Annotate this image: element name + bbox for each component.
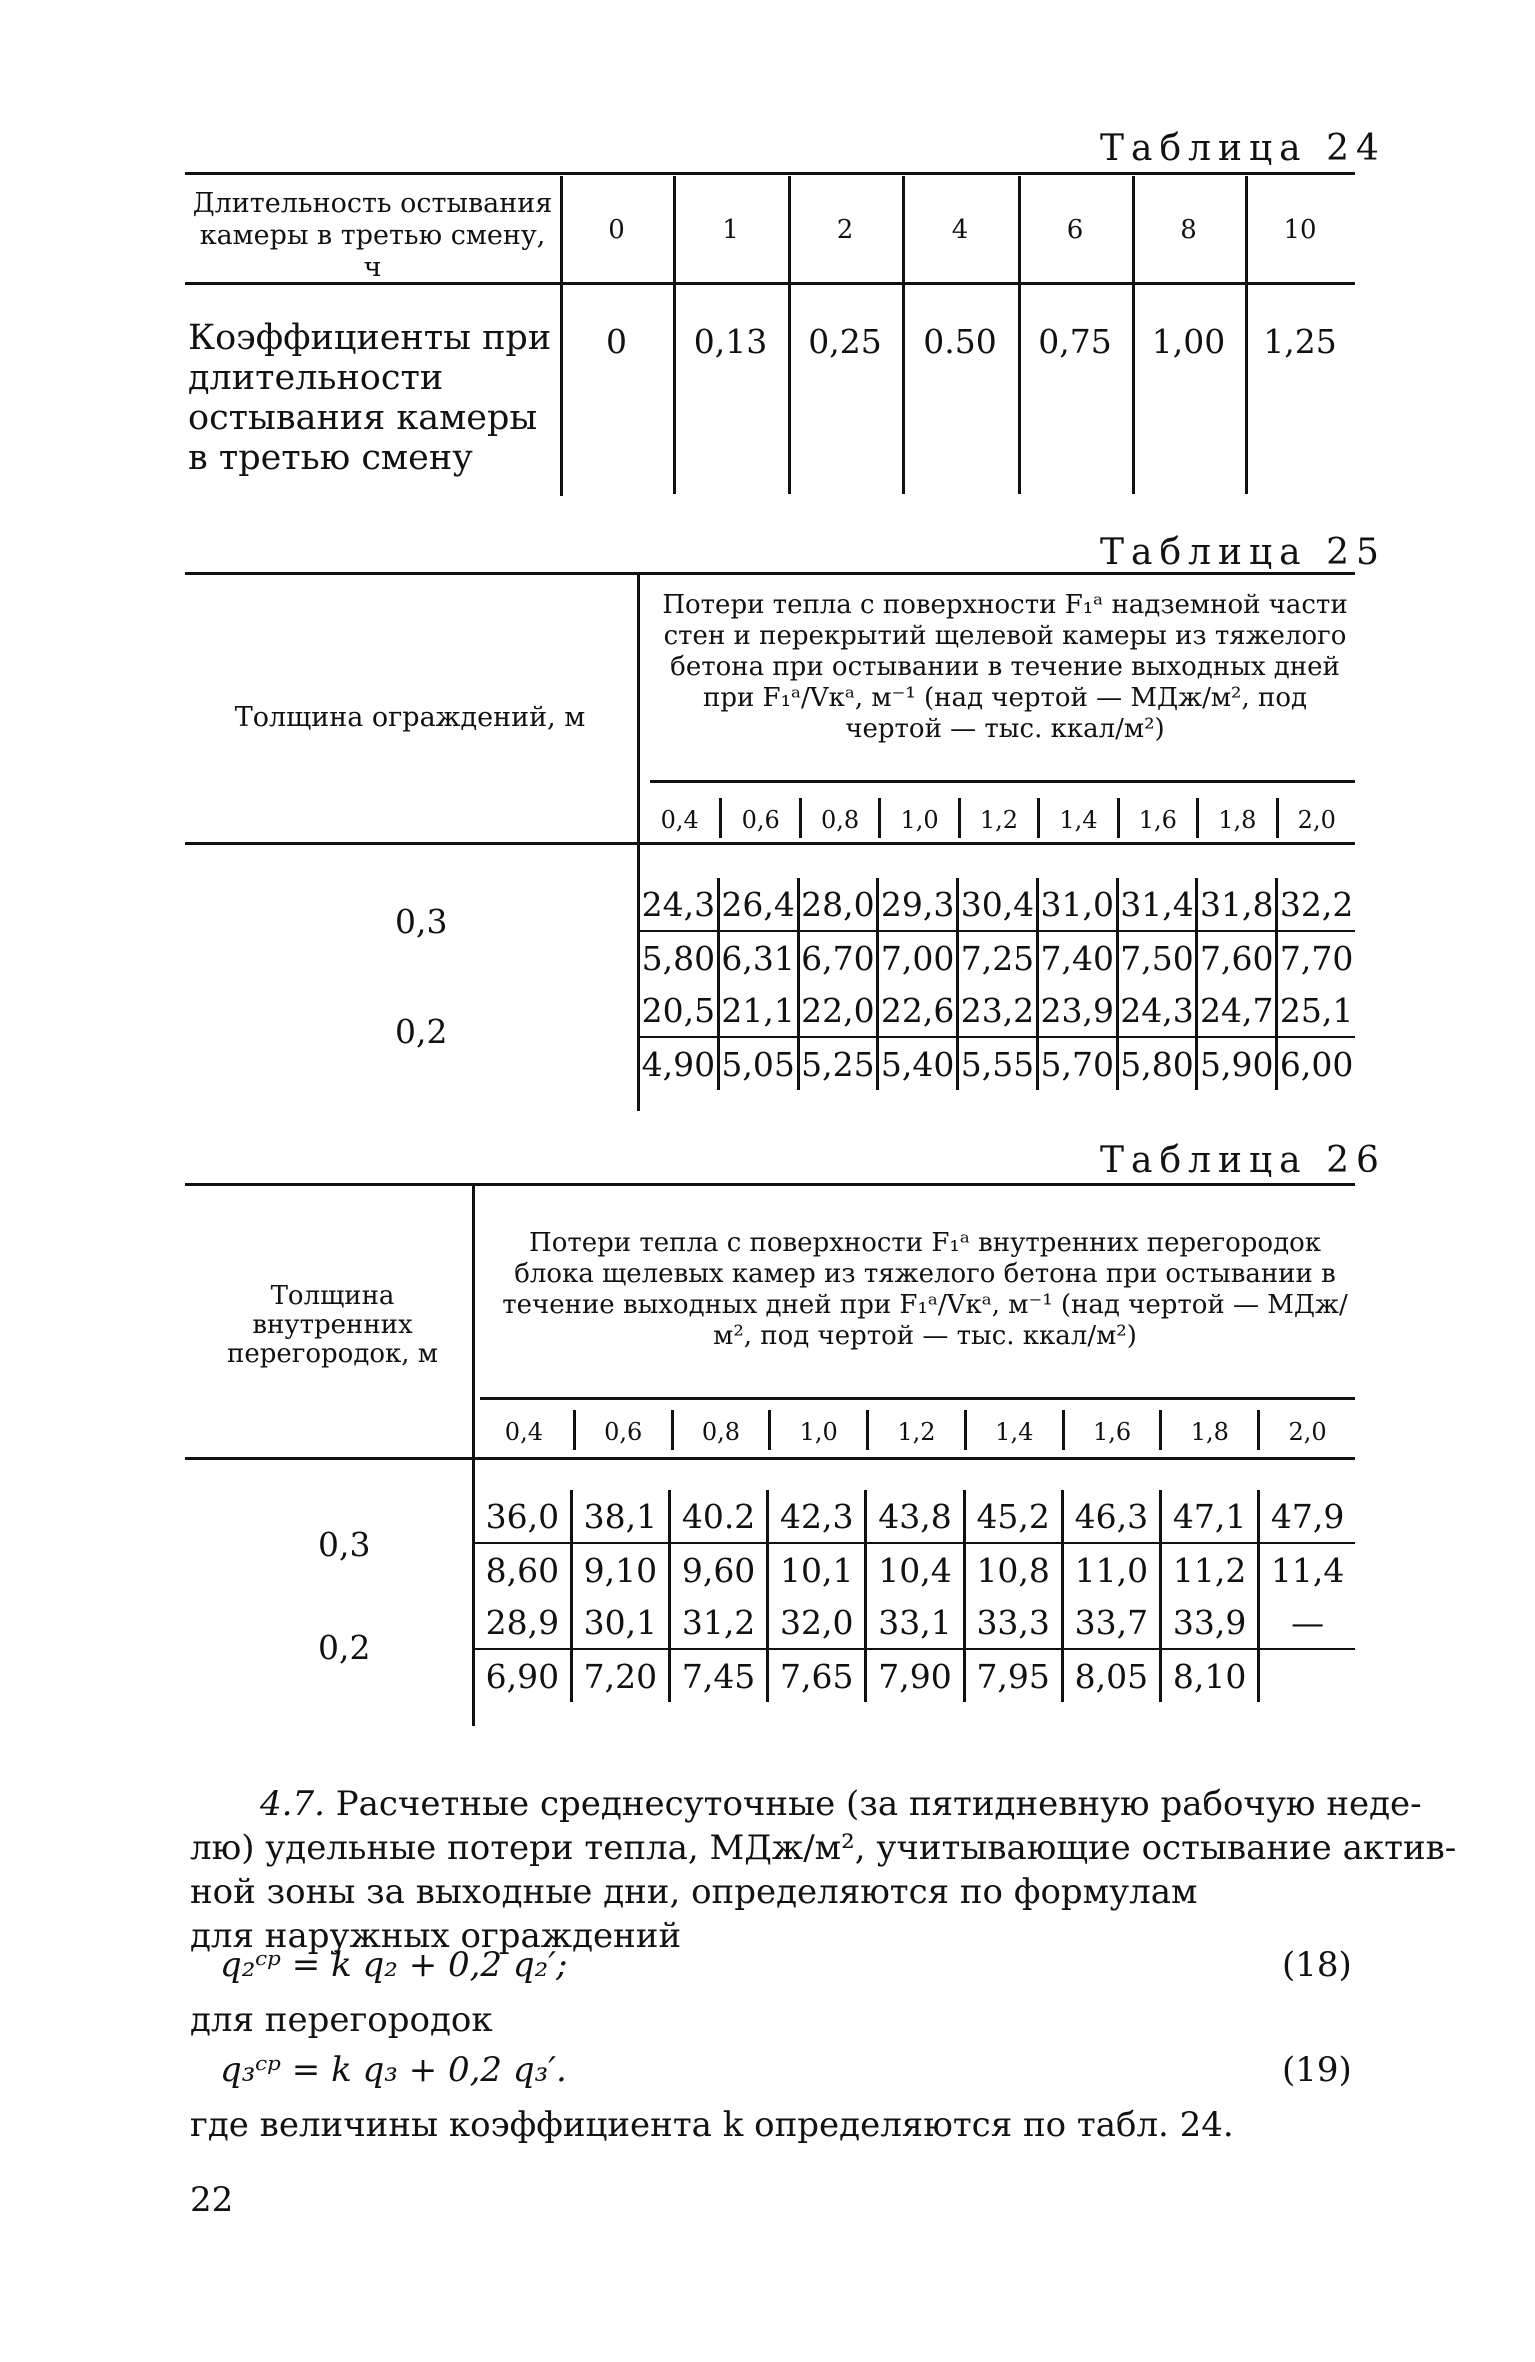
table24-duration-cell: 2	[836, 215, 854, 245]
table25-column-header: 1,2	[958, 798, 1037, 838]
table25-thickness-0-2: 0,2	[395, 1012, 448, 1051]
table26-column-header: 1,4	[964, 1410, 1062, 1450]
table26-value-cell: 8,05	[1062, 1649, 1160, 1702]
table25-thickness-0-3: 0,3	[395, 902, 448, 941]
paragraph-number: 4.7.	[260, 1784, 325, 1824]
table25-value-cell: 24,7	[1197, 984, 1277, 1037]
table25-body-rule	[185, 842, 1355, 845]
table26-value-cell: 32,0	[768, 1596, 866, 1649]
table26-column-header: 1,8	[1159, 1410, 1257, 1450]
formula-19: q₃ᶜᵖ = k q₃ + 0,2 q₃′.	[220, 2050, 567, 2090]
table25-value-cell: 29,3	[878, 878, 958, 931]
table25-value-cell: 31,4	[1117, 878, 1197, 931]
table25-value-cell: 7,40	[1037, 931, 1117, 984]
table26-header-rule	[480, 1397, 1355, 1400]
table26-value-cell: 40.2	[669, 1490, 767, 1543]
table26-value-cell: 36,0	[475, 1490, 571, 1543]
table26-value-cell: 9,60	[669, 1543, 767, 1596]
table25-column-header: 1,0	[878, 798, 957, 838]
table26-value-cell: 6,90	[485, 1656, 560, 1696]
table25-value-cell: 22,6	[878, 984, 958, 1037]
table25-mj-row	[640, 878, 1355, 931]
table24-vertical-rule	[902, 176, 905, 494]
table25-value-cell: 7,50	[1117, 931, 1197, 984]
table25-value-cell: 22,0	[798, 984, 878, 1037]
paragraph-line-2: лю) удельные потери тепла, МДж/м², учитывающие остывание актив-	[190, 1828, 1457, 1868]
table25-column-header: 0,8	[799, 798, 878, 838]
table26-top-rule	[185, 1183, 1355, 1186]
table25-value-cell: 25,1	[1277, 984, 1355, 1037]
page-number: 22	[190, 2180, 234, 2220]
table26-value-cell: 10,4	[866, 1543, 964, 1596]
table26-value-cell: 33,9	[1160, 1596, 1258, 1649]
table26-value-cell: 33,3	[964, 1596, 1062, 1649]
table25-value-cell: 20,5	[640, 984, 718, 1037]
table24-vertical-rule	[1245, 176, 1248, 494]
table26-thickness-0-2: 0,2	[318, 1628, 371, 1667]
table24-duration-cell: 10	[1283, 215, 1317, 245]
table24-mid-rule	[185, 282, 1355, 285]
table26-value-cell: 38,1	[571, 1490, 669, 1543]
table26-value-cell: 30,1	[571, 1596, 669, 1649]
table25-column-header: 0,6	[719, 798, 798, 838]
table26-value-cell: 8,10	[1160, 1649, 1258, 1702]
table26-caption: Таблица 26	[1100, 1140, 1386, 1181]
table25-value-cell: 6,70	[798, 931, 878, 984]
table26-mj-row	[475, 1596, 1355, 1649]
paragraph-line-3: ной зоны за выходные дни, определяются по формулам	[190, 1872, 1198, 1912]
equation-number-18: (18)	[1282, 1945, 1352, 1985]
table26-value-cell: 33,1	[866, 1596, 964, 1649]
table26-value-cell	[1259, 1649, 1355, 1702]
table26-column-header: 1,6	[1062, 1410, 1160, 1450]
table25-group-header: Потери тепла с поверхности F₁ᵃ надземной части стен и перекрытий щелевой камеры из тяжелого бетона при остывании в течение выходных дней при F₁ᵃ/Vкᵃ, м⁻¹ (над чертой — МДж/м², под чертой — тыс. ккал/м²)	[662, 590, 1348, 744]
table26-column-header: 1,0	[768, 1410, 866, 1450]
table26-value-cell: 47,9	[1259, 1490, 1355, 1543]
table25-column-header: 0,4	[660, 806, 699, 834]
table25-column-header: 1,6	[1117, 798, 1196, 838]
table24-duration-cell: 8	[1180, 215, 1197, 245]
table26-value-cell: 7,65	[768, 1649, 866, 1702]
table26-body	[475, 1490, 1355, 1702]
table25-value-cell: 5,55	[958, 1037, 1038, 1090]
table26-value-cell: 31,2	[669, 1596, 767, 1649]
table25-value-cell: 26,4	[718, 878, 798, 931]
table26-value-cell: 7,95	[964, 1649, 1062, 1702]
table26-value-cell: 42,3	[768, 1490, 866, 1543]
table25-kcal-row	[640, 1037, 1355, 1090]
table26-body-rule	[185, 1457, 1355, 1460]
table26-value-cell: 46,3	[1062, 1490, 1160, 1543]
table24-vertical-rule	[788, 176, 791, 494]
paragraph-line-1: Расчетные среднесуточные (за пятидневную рабочую неде-	[335, 1784, 1422, 1824]
table25-value-cell: 5,90	[1197, 1037, 1277, 1090]
table25-column-header: 2,0	[1276, 798, 1355, 838]
table25-column-header: 1,8	[1196, 798, 1275, 838]
table24-coefficient-cell: 0.50	[923, 322, 997, 361]
table26-value-cell: —	[1259, 1596, 1355, 1649]
table26-column-header: 0,4	[504, 1418, 543, 1446]
table24-vertical-rule	[1018, 176, 1021, 494]
table25-value-cell: 21,1	[718, 984, 798, 1037]
table24-vertical-rule	[1132, 176, 1135, 494]
paragraph-4-7	[190, 1782, 1457, 1958]
table24-caption: Таблица 24	[1100, 128, 1386, 169]
table25-caption: Таблица 25	[1100, 532, 1386, 573]
table25-value-cell: 28,0	[798, 878, 878, 931]
table24-coefficient-cell: 0	[606, 322, 627, 361]
table26-value-cell: 11,0	[1062, 1543, 1160, 1596]
table26-value-cell: 43,8	[866, 1490, 964, 1543]
table25-kcal-row	[640, 931, 1355, 984]
table25-value-cell: 23,2	[958, 984, 1038, 1037]
table26-value-cell: 11,4	[1259, 1543, 1355, 1596]
table24-coefficient-cell: 0,75	[1038, 322, 1112, 361]
table25-value-cell: 7,70	[1277, 931, 1355, 984]
table25-value-cell: 6,31	[718, 931, 798, 984]
table24-top-rule	[185, 172, 1355, 175]
table24-coefficient-cell: 1,00	[1151, 322, 1226, 361]
table26-value-cell: 9,10	[571, 1543, 669, 1596]
where-line: где величины коэффициента k определяются по табл. 24.	[190, 2105, 1234, 2145]
table25-mj-row	[640, 984, 1355, 1037]
table25-value-cell: 32,2	[1277, 878, 1355, 931]
table26-value-cell: 7,45	[669, 1649, 767, 1702]
table25-top-rule	[185, 572, 1355, 575]
table25-value-cell: 5,25	[798, 1037, 878, 1090]
table24-duration-cell: 1	[722, 215, 739, 245]
table25-value-cell: 7,25	[958, 931, 1038, 984]
table24-vertical-rule	[560, 176, 563, 496]
table24-row2-header: Коэффициенты при длительности остывания камеры в третью смену	[188, 318, 552, 478]
table26-value-cell: 11,2	[1160, 1543, 1258, 1596]
table26-column-header: 1,2	[866, 1410, 964, 1450]
table26-kcal-row	[475, 1543, 1355, 1596]
table25-body	[640, 878, 1355, 1090]
table25-value-cell: 24,3	[640, 878, 718, 931]
table25-value-cell: 7,00	[878, 931, 958, 984]
table24-duration-cell: 4	[951, 215, 969, 245]
table26-value-cell: 7,90	[866, 1649, 964, 1702]
table25-stub-header: Толщина ограждений, м	[234, 702, 586, 733]
formula-18: q₂ᶜᵖ = k q₂ + 0,2 q₂′;	[220, 1945, 568, 1985]
table26-value-cell: 47,1	[1160, 1490, 1258, 1543]
paragraph-line-4: для наружных ограждений	[190, 1916, 682, 1956]
table24-duration-cell: 0	[608, 215, 625, 245]
table26-value-cell: 10,1	[768, 1543, 866, 1596]
table24-row1-header: Длительность остывания камеры в третью смену, ч	[192, 188, 553, 283]
table26-value-cell: 28,9	[475, 1596, 571, 1649]
table26-value-cell: 33,7	[1062, 1596, 1160, 1649]
table25-value-cell: 5,80	[641, 938, 716, 978]
partitions-label: для перегородок	[190, 2000, 493, 2040]
table25-value-cell: 6,00	[1277, 1037, 1355, 1090]
table25-value-cell: 31,0	[1037, 878, 1117, 931]
table25-value-cell: 4,90	[641, 1044, 716, 1084]
table26-mj-row	[475, 1490, 1355, 1543]
table26-value-cell: 7,20	[571, 1649, 669, 1702]
equation-number-19: (19)	[1282, 2050, 1352, 2090]
table25-value-cell: 5,70	[1037, 1037, 1117, 1090]
table26-thickness-0-3: 0,3	[318, 1525, 371, 1564]
table24-coefficient-cell: 0,25	[808, 322, 882, 361]
table26-kcal-row	[475, 1649, 1355, 1702]
table25-value-cell: 5,40	[878, 1037, 958, 1090]
table25-value-cell: 5,80	[1117, 1037, 1197, 1090]
table25-value-cell: 31,8	[1197, 878, 1277, 931]
table26-column-header: 0,8	[671, 1410, 769, 1450]
table26-value-cell: 8,60	[485, 1550, 560, 1590]
table24-vertical-rule	[673, 176, 676, 494]
table24-coefficient-cell: 0,13	[693, 322, 768, 361]
table25-value-cell: 5,05	[718, 1037, 798, 1090]
table25-column-header: 1,4	[1037, 798, 1116, 838]
table25-value-cell: 24,3	[1117, 984, 1197, 1037]
table26-column-header: 0,6	[573, 1410, 671, 1450]
table25-value-cell: 30,4	[958, 878, 1038, 931]
table24-coefficient-cell: 1,25	[1263, 322, 1337, 361]
table26-column-header: 2,0	[1257, 1410, 1355, 1450]
table26-value-cell: 45,2	[964, 1490, 1062, 1543]
table26-stub-header: Толщина внутренних перегородок, м	[227, 1281, 438, 1369]
table25-value-cell: 7,60	[1197, 931, 1277, 984]
table25-value-cell: 23,9	[1037, 984, 1117, 1037]
table26-value-cell: 10,8	[964, 1543, 1062, 1596]
table25-header-rule	[650, 780, 1355, 783]
table24-duration-cell: 6	[1066, 215, 1084, 245]
table26-group-header: Потери тепла с поверхности F₁ᵃ внутренних перегородок блока щелевых камер из тяжелого бетона при остывании в течение выходных дней при F₁ᵃ/Vкᵃ, м⁻¹ (над чертой — МДж/м², под чертой — тыс. ккал/м²)	[502, 1228, 1348, 1351]
